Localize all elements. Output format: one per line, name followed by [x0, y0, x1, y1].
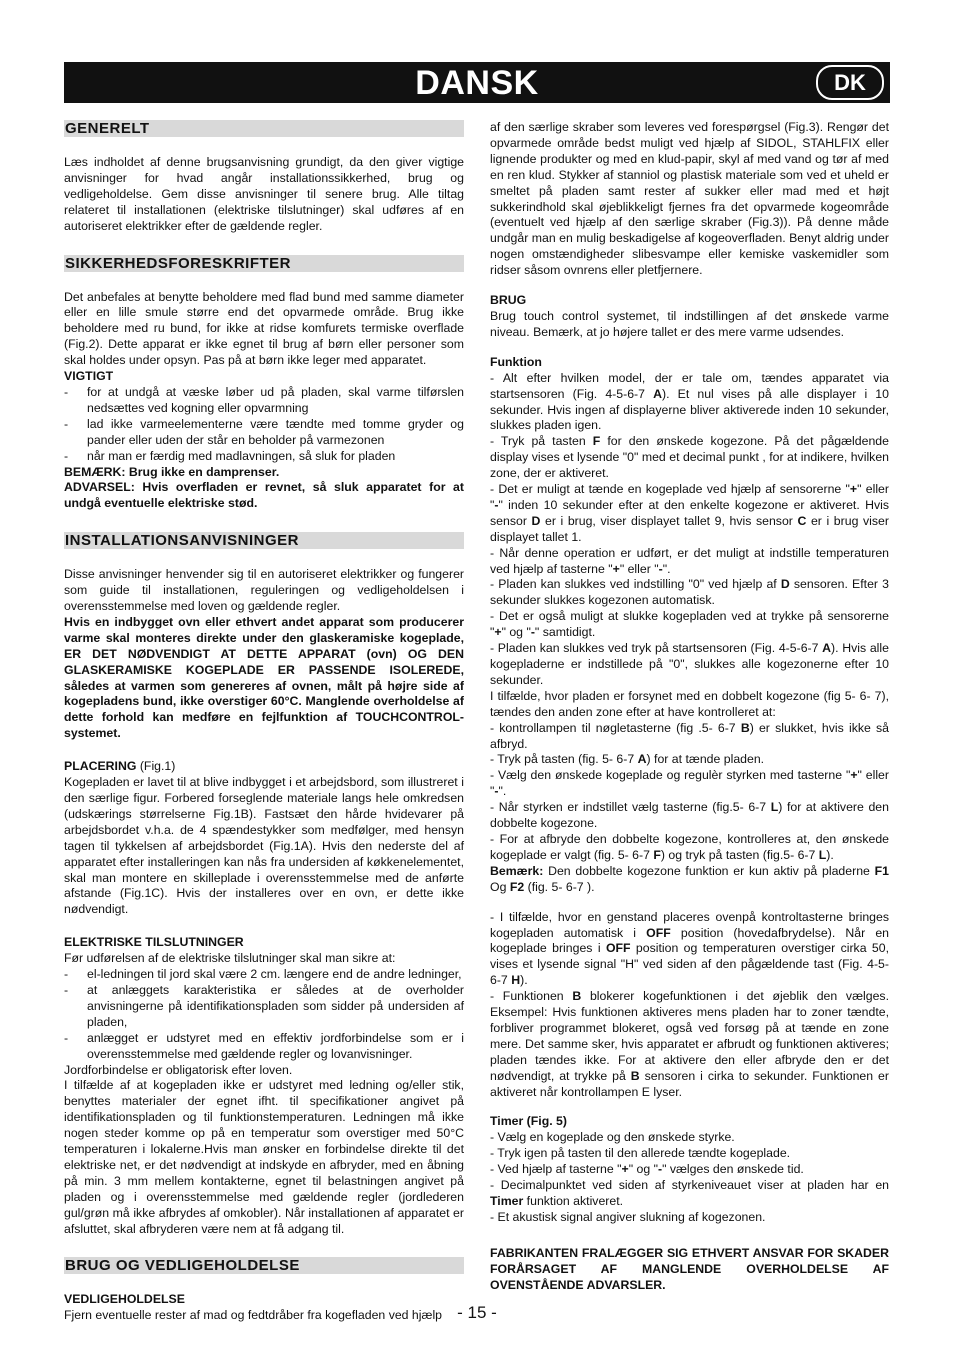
key-letter: D [780, 577, 790, 592]
timer-label: Timer (Fig. 5) [490, 1114, 567, 1129]
bemaerk-note: BEMÆRK: Brug ikke en damprenser. [64, 464, 280, 479]
el-intro: Før udførelsen af de elektriske tilslutninger skal man sikre at: [64, 951, 396, 966]
el-text-2: I tilfælde af at kogepladen ikke er udstyret med ledning og/eller stik, benyttes materialer der egnet ifht. til specifikationer angivet på identifikationspladen og til funktionstemperaturen. Ledningen må ikke nogen steder komme op på en temperatur som overstiger med 50°C temperaturen i lokalerne.Hvis man ønsker en forbindelse direkte til det elektriske net, er det nødvendigt at indskyde en afbryder, med en åbning på min. 3 mm mellem kontakterne, egnet til belastningen angivet på pladen og i overensstemmelse med gældende regler (jordlederen gul/grøn må ikke afbrydes af omkobler). Når installationen af apparatet er afsluttet, skal afbryderen være nem at få adgang til. [64, 1078, 464, 1236]
list-item: - anlægget er udstyret med en effektiv jordforbindelse som er i overensstemmelse med gældende regler og lovanvisninger. [64, 1031, 464, 1063]
key-letter: - [658, 561, 663, 576]
timer-step: - Et akustisk signal angiver slukning af kogezonen. [490, 1209, 766, 1224]
text-span: - Decimalpunktet ved siden af styrkeniveauet viser at pladen har en [490, 1178, 889, 1193]
text-span: Og [490, 879, 510, 894]
key-letter: Timer [490, 1194, 524, 1208]
text-span: " og " [501, 625, 531, 640]
funktion-paragraph: I tilfælde, hvor pladen er forsynet med en dobbelt kogezone (fig 5- 6- 7), tændes den anden zone efter at have kontrolleret at: [490, 688, 889, 719]
placering-ref: (Fig.1) [136, 759, 176, 774]
text-span: - Pladen kan slukkes ved tryk på startsensoren (Fig. 4-5-6-7 [490, 641, 823, 656]
text-span: sensoren. Efter 3 sekunder slukkes kogezonen automatisk. [490, 577, 890, 608]
key-letter: + [621, 1162, 629, 1177]
list-item: - el-ledningen til jord skal være 2 cm. længere end de andre ledninger, [64, 967, 464, 983]
page-number: - 15 - [457, 1303, 497, 1322]
language-badge: DK [816, 65, 884, 100]
timer-step: - Tryk igen på tasten til den allerede tændte kogeplade. [490, 1146, 791, 1161]
key-letter: A [653, 386, 662, 401]
funktion-paragraph [490, 434, 889, 482]
text-span: " vælges den ønskede tid. [662, 1162, 804, 1177]
installation-warning: Hvis en indbygget ovn eller ethvert andet apparat som producerer varme skal monteres direkte under den glaskeramiske kogeplade, ER DET NØDVENDIGT AT DETTE APPARAT (ovn) OG DEN GLASKERAMISKE KOGEPLADE ER PASSENDE ISOLEREDE, således at varmen som genereres af ovnen, målt på højre side af kogepladens bund, ikke overstiger 60°C. Manglende overholdelse af dette forhold kan medføre en fejlfunktion af TOUCHCONTROL-systemet. [64, 614, 464, 741]
key-letter: A [637, 752, 647, 767]
timer-step [490, 1162, 889, 1178]
heading-generelt: GENERELT [64, 120, 464, 137]
bemaerk-label: Bemærk: [490, 863, 544, 878]
key-letter: B [740, 720, 750, 735]
funktion-paragraph [490, 752, 889, 768]
brug-label: BRUG [490, 293, 527, 308]
el-list [64, 967, 464, 1062]
installation-text: Disse anvisninger henvender sig til en autoriseret elektrikker og fungerer som guide til installationen, reguleringen og vedligeholdelsen i overensstemmelse med loven og gældende regler. [64, 567, 464, 614]
text-span: ). [826, 847, 834, 862]
text-span: - Når denne operation er udført, er det muligt at indstille temperaturen ved hjælp af tasterne " [490, 545, 889, 576]
text-span: - I tilfælde, hvor en genstand placeres ovenpå kontroltasterne bringes kogepladen automatisk i [490, 909, 889, 940]
text-span: - Pladen kan slukkes ved indstilling "0" ved hjælp af [490, 577, 781, 592]
brug-text: Brug touch control systemet, til indstillingen af det ønskede varme niveau. Bemærk, at jo højere tallet er des mere varme udsendes. [490, 308, 889, 339]
text-span: " eller " [619, 561, 659, 576]
key-letter: - [494, 784, 499, 799]
placering-heading [64, 759, 464, 775]
text-span: position og temperaturen overstiger cirka 50, vises et lysende signal "H" ved siden af den pågældende tast (Fig. 4-5- 6-7 [490, 941, 889, 988]
funktion-paragraph [490, 989, 889, 1100]
text-span: - Tryk på tasten [490, 434, 593, 449]
funktion-label: Funktion [490, 354, 542, 369]
text-span: - Det er også muligt at slukke kogepladen ved at trykke på sensorerne " [490, 609, 889, 640]
key-letter: F1 [874, 863, 889, 878]
key-letter: OFF [646, 925, 671, 940]
list-item: - når man er færdig med madlavningen, så sluk for pladen [64, 449, 464, 465]
vedligeholdelse-text: Fjern eventuelle rester af mad og fedtdråber fra kogefladen ved hjælp [64, 1308, 443, 1323]
text-span: - Det er muligt at tænde en kogeplade ved hjælp af sensorerne " [490, 482, 850, 497]
key-letter: + [494, 625, 502, 640]
text-span: for den ønskede kogezone. På det pågældende display vises et lysende "0" med et decimal punkt , for at indikere, hvilken zone, der er aktiveret. [490, 434, 889, 481]
funktion-paragraph [490, 546, 889, 578]
text-span: er i brug, viser displayet tallet 9, hvis sensor [540, 513, 798, 528]
key-letter: H [511, 973, 521, 988]
funktion-paragraph [490, 482, 889, 546]
text-span: - kontrollampen til nøgletasterne (fig .5- 6-7 [490, 720, 741, 735]
key-letter: - [494, 497, 499, 512]
key-letter: F [592, 434, 601, 449]
key-letter: A [822, 641, 832, 656]
advarsel-note: ADVARSEL: Hvis overfladen er revnet, så sluk apparatet for at undgå eventuelle elektriske stød. [64, 480, 464, 511]
key-letter: L [818, 847, 827, 862]
text-span: " eller " [490, 482, 889, 512]
key-letter: F2 [509, 879, 525, 894]
vedligeholdelse-label: VEDLIGEHOLDELSE [64, 1292, 185, 1307]
el-text-1: Jordforbindelse er obligatorisk efter loven. [64, 1062, 293, 1077]
key-letter: B [572, 989, 582, 1004]
disclaimer: FABRIKANTEN FRALÆGGER SIG ETHVERT ANSVAR FOR SKADER FORÅRSAGET AF MANGLENDE OVERHOLDELSE AF OVENSTÅENDE ADVARSLER. [490, 1245, 889, 1292]
text-span: ) for at tænde pladen. [646, 752, 765, 767]
list-item: - for at undgå at væske løber ud på pladen, skal varme tilførslen nedsættes ved kogning eller opvarmning [64, 385, 464, 417]
funktion-paragraph [490, 832, 889, 864]
language-title: DANSK [415, 64, 539, 102]
right-column [490, 120, 889, 1294]
list-item: - lad ikke varmeelementerne være tændte med tomme gryder og pander eller uden der står en beholder på varmezonen [64, 417, 464, 449]
text-span: - Tryk på tasten (fig. 5- 6-7 [490, 752, 638, 767]
funktion-paragraph [490, 641, 889, 689]
el-label: ELEKTRISKE TILSLUTNINGER [64, 935, 244, 950]
text-span: sensoren i cirka to sekunder. Funktionen er aktiveret når kontrollampen E lyser. [490, 1068, 889, 1099]
text-span: Den dobbelte kogezone funktion er kun aktiv på pladerne [543, 863, 875, 878]
text-span: ) for at aktivere den dobbelte kogezone. [490, 800, 889, 831]
funktion-paragraph [490, 609, 889, 641]
funktion-paragraph [490, 800, 889, 832]
text-span: - Vælg den ønskede kogeplade og regulèr styrken med tasterne " [490, 768, 851, 783]
key-letter: + [850, 768, 858, 783]
list-item: - at anlæggets karakteristika er således at de overholder anvisningerne på identifikationspladen som sidder på undersiden af pladen, [64, 983, 464, 1031]
text-span: ) og tryk på tasten (fig.5- 6-7 [660, 847, 819, 862]
placering-label: PLACERING [64, 759, 137, 774]
funktion-paragraph [490, 864, 889, 896]
text-span: " inden 10 sekunder efter at den enkelte kogezone er aktiveret. Hvis sensor [490, 497, 889, 528]
funktion-paragraph [490, 721, 889, 753]
funktion-paragraph [490, 371, 889, 435]
sikkerhed-text: Det anbefales at benytte beholdere med flad bund med samme diameter eller en lille smule større end det opvarmede område. Brug ikke beholdere med ru bund, for ikke at ridse komfurets termiske overflade (Fig.2). Dette apparat er ikke egnet til brug af børn eller personer som skal holdes under opsyn. Pas på at børn ikke leger med apparatet. [64, 289, 464, 368]
key-letter: OFF [605, 941, 631, 956]
text-span: - Funktionen [490, 989, 573, 1004]
heading-installation: INSTALLATIONSANVISNINGER [64, 532, 464, 549]
text-span: ". [498, 784, 507, 799]
text-span: - Alt efter hvilken model, der er tale om, tændes apparatet via startsensoren (Fig. 4-5-6-7 [490, 370, 889, 401]
text-span: ). Et nul vises på alle displayer i 10 sekunder. Hvis ingen af displayerne bliver aktiverede inden 10 sekunder, slukkes pladen igen. [490, 386, 889, 433]
funktion-paragraph [490, 577, 889, 609]
language-banner [64, 62, 890, 103]
key-letter: L [770, 800, 779, 815]
text-span: ". [662, 561, 671, 576]
key-letter: - [657, 1162, 663, 1177]
key-letter: B [630, 1068, 640, 1083]
text-span: ) er slukket, hvis ikke så afbryd. [490, 720, 889, 751]
key-letter: - [530, 625, 535, 640]
generelt-text: Læs indholdet af denne brugsanvisning grundigt, da den giver vigtige anvisninger for hvad angår installationssikkerhed, brug og vedligeholdelse. Gem disse anvisninger til senere brug. Alle tiltag relateret til installationen (elektriske tilslutninger) skal udføres af en autoriseret elektrikker efter de gældende regler. [64, 155, 464, 233]
heading-brug: BRUG OG VEDLIGEHOLDELSE [64, 1257, 464, 1274]
key-letter: + [849, 482, 858, 497]
text-span: " samtidigt. [534, 625, 596, 640]
text-span: position (hovedafbrydelse). Når en kogeplade bringes i [490, 925, 889, 956]
key-letter: C [797, 513, 807, 528]
text-span: er i brug viser displayet tallet 1. [490, 513, 889, 544]
text-span: - Når styrken er indstillet vælg tasterne (fig.5- 6-7 [490, 800, 771, 815]
key-letter: D [531, 513, 541, 528]
text-span: blokerer kogefunktionen i det øjeblik den vælges. Eksempel: Hvis funktionen aktiveres mens pladen har to zoner tændte, forbliver programmet blokeret, også ved forsøg på at tænde en zone mere. Det samme sker, hvis apparatet er afbrudt og funktionen aktiveres; pladen tændes ikke. For at aktivere den eller afbryde den er det nødvendigt, at trykke på [490, 989, 889, 1083]
cleaning-text: af den særlige skraber som leveres ved forespørgsel (Fig.3). Rengør det opvarmede område bedst muligt ved hjælp af SIDOL, STAHLFIX eller lignende produkter og med en klud-papir, skyl af med vand og tør af med en ren klud. Stykker af stanniol og plastisk materiale som ved et uheld er smeltet på pladen samt rester af sukker eller mad med et højt sukkerindhold skal øjeblikkeligt fjernes fra det opvarmede kogeområde (eventuelt ved hjælp af den særlige skraber (Fig.3)). På denne måde undgår man en mulig beskadigelse af kogeoverfladen. Benyt aldrig under nogen omstændigheder slibesvampe eller kemiske vaskemidler som ridser såsom ovnrens eller pletfjernere. [490, 120, 889, 278]
text-span: funktion aktiveret. [523, 1194, 624, 1208]
vigtigt-label: VIGTIGT [64, 369, 114, 384]
text-span: ). Hvis alle kogepladerne er indstillede på "0", slukkes alle kogezonerne efter 10 sekunder. [490, 641, 889, 687]
text-span: - For at afbryde den dobbelte kogezone, kontrolleres at, den ønskede kogeplade er valgt (fig. 5- 6-7 [490, 831, 889, 862]
vigtigt-list [64, 385, 464, 465]
heading-sikkerhed: SIKKERHEDSFORESKRIFTER [64, 255, 464, 272]
funktion-paragraph [490, 910, 889, 990]
key-letter: F [653, 847, 661, 862]
placering-text: Kogepladen er lavet til at blive indbygget i et arbejdsbord, som illustreret i den særlige figur. Forbered forseglende materiale langs hele omkredsen (udskærings størrelserne Fig.1B). Fastsæt den hårde hvidevarer på arbejdsbordet v.h.a. de 4 spændestykker som medfølger, med hensyn tagen til tykkelsen af arbejdsbordet (Fig.1A). Hvis den nederste del af apparatet efter installeringen kan nås fra undersiden af køkkenelementet, skal man montere en skilleplade i overensstemmelse med de anførte afstande (Fig.1C). Hvis der installeres over en ovn, er dette ikke nødvendigt. [64, 775, 464, 917]
text-span: ). [520, 973, 528, 988]
text-span: " eller " [490, 768, 889, 799]
timer-step: - Vælg en kogeplade og den ønskede styrke. [490, 1130, 735, 1145]
text-span: (fig. 5- 6-7 ). [524, 879, 595, 894]
text-span: - Ved hjælp af tasterne " [490, 1162, 622, 1177]
key-letter: + [612, 561, 620, 576]
left-column [64, 120, 464, 1324]
timer-step [490, 1178, 889, 1210]
funktion-paragraph [490, 768, 889, 800]
text-span: " og " [628, 1162, 658, 1177]
